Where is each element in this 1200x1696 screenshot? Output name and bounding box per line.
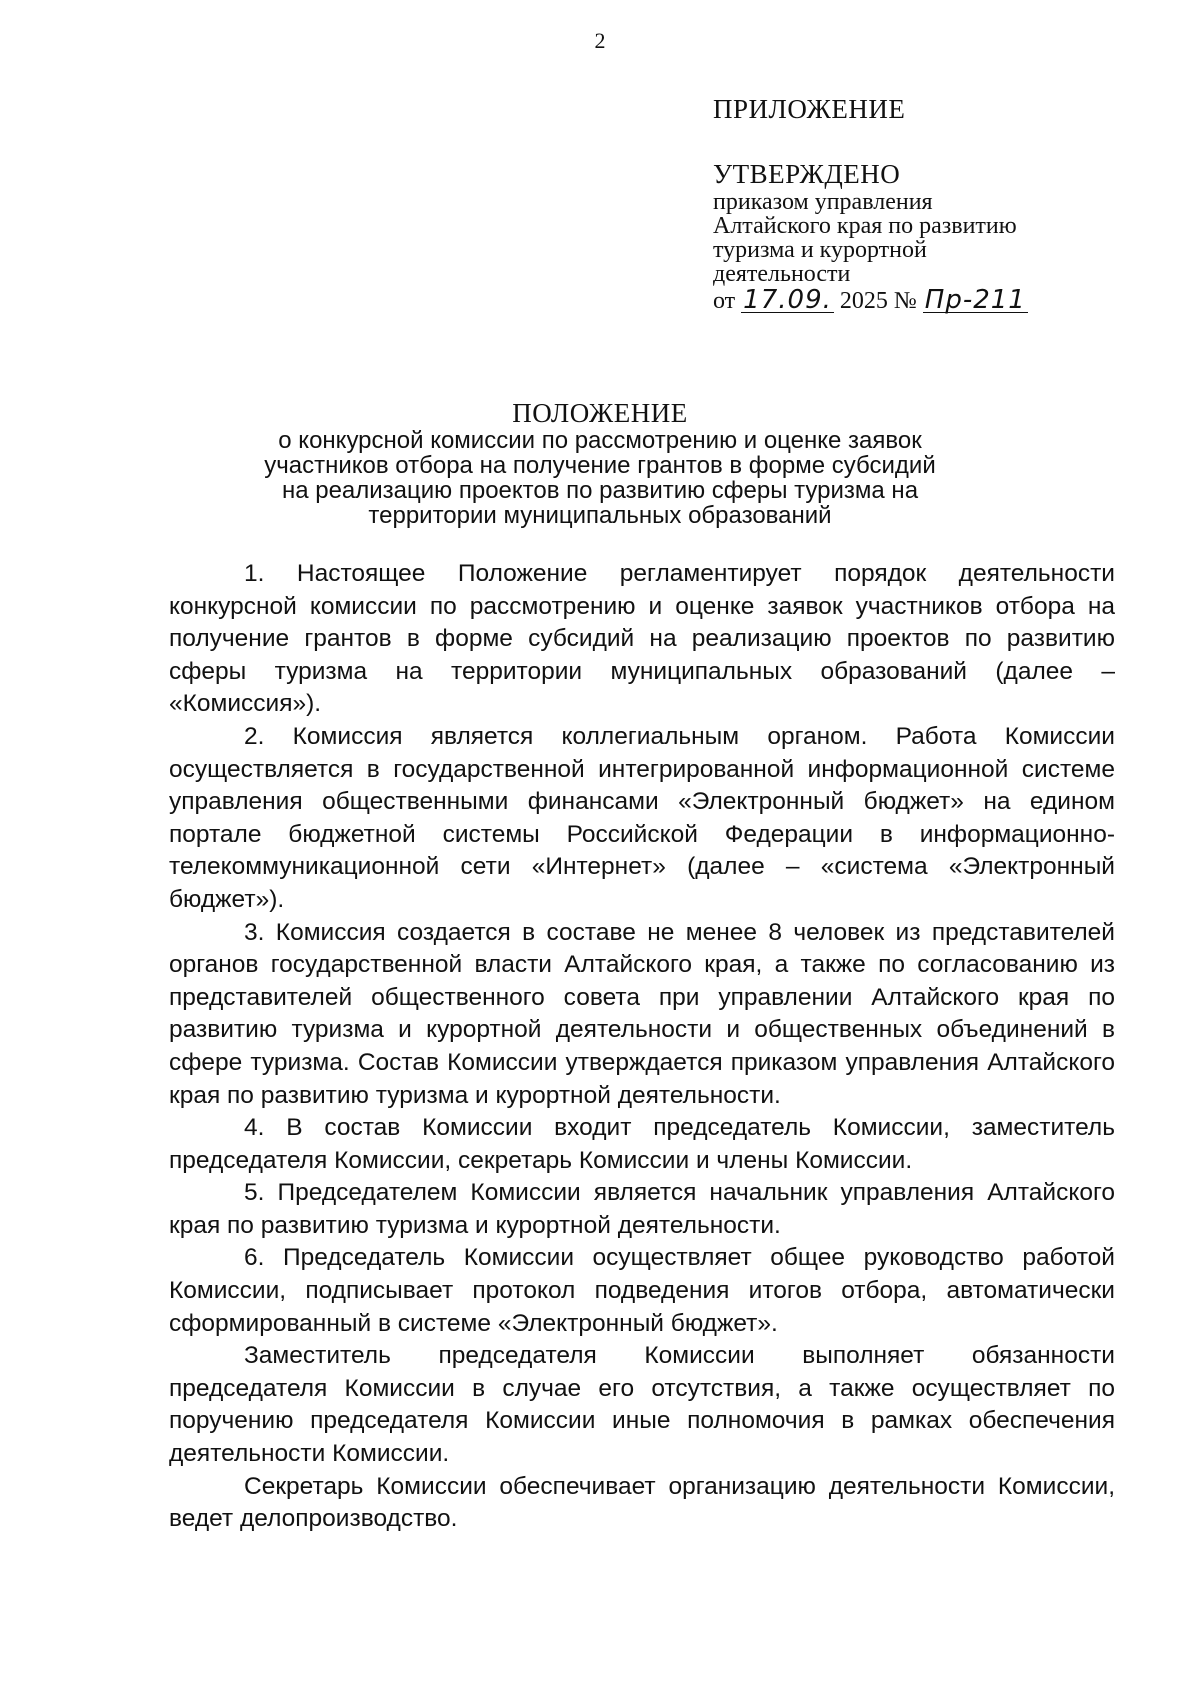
approved-line: Алтайского края по развитию <box>713 213 1017 239</box>
paragraph-deputy-chair: Заместитель председателя Комиссии выполняет обязанности председателя Комиссии в случае его отсутствия, а также осуществляет по поручению председателя Комиссии иные полномочия в рамках обеспечения деятельности Комиссии. <box>169 1342 1115 1468</box>
document-heading <box>0 398 1200 528</box>
document-subtitle-line: о конкурсной комиссии по рассмотрению и оценке заявок <box>278 427 922 454</box>
handwritten-order-number: Пр-211 <box>924 285 1026 315</box>
date-prefix: от <box>713 288 736 314</box>
paragraph-6: 6. Председатель Комиссии осуществляет общее руководство работой Комиссии, подписывает протокол подведения итогов отбора, автоматически сформированный в системе «Электронный бюджет». <box>169 1244 1115 1337</box>
approved-line: туризма и курортной <box>713 237 927 263</box>
paragraph-secretary: Секретарь Комиссии обеспечивает организацию деятельности Комиссии, ведет делопроизводство. <box>169 1472 1115 1533</box>
document-title: ПОЛОЖЕНИЕ <box>512 398 688 428</box>
document-subtitle-line: территории муниципальных образований <box>368 502 832 529</box>
appendix-title: ПРИЛОЖЕНИЕ <box>713 94 906 124</box>
handwritten-date: 17.09. <box>743 285 832 315</box>
document-subtitle-line: на реализацию проектов по развитию сферы туризма на <box>281 477 919 504</box>
paragraph-4: 4. В состав Комиссии входит председатель Комиссии, заместитель председателя Комиссии, секретарь Комиссии и члены Комиссии. <box>169 1114 1115 1174</box>
paragraph-3: 3. Комиссия создается в составе не менее 8 человек из представителей органов государственной власти Алтайского края, а также по согласованию из представителей общественного совета при управлении Алтайского края по развитию туризма и курортной деятельности и общественных объединений в сфере туризма. Состав Комиссии утверждается приказом управления Алтайского края по развитию туризма и курортной деятельности. <box>169 918 1115 1109</box>
year-text: 2025 № <box>839 288 917 314</box>
approved-line: приказом управления <box>713 189 933 215</box>
appendix-block <box>713 92 1133 316</box>
page-number: 2 <box>594 28 606 53</box>
document-body <box>169 558 1115 1536</box>
paragraph-5: 5. Председателем Комиссии является начальник управления Алтайского края по развитию туризма и курортной деятельности. <box>169 1179 1115 1239</box>
paragraph-2: 2. Комиссия является коллегиальным органом. Работа Комиссии осуществляется в государственной интегрированной информационной системе управления общественными финансами «Электронный бюджет» на едином портале бюджетной системы Российской Федерации в информационно-телекоммуникационной сети «Интернет» (далее – «система «Электронный бюджет»). <box>169 722 1115 913</box>
order-date-line <box>713 286 1133 316</box>
paragraph-1: 1. Настоящее Положение регламентирует порядок деятельности конкурсной комиссии по рассмотрению и оценке заявок участников отбора на получение грантов в форме субсидий на реализацию проектов по развитию сферы туризма на территории муниципальных образований (далее – «Комиссия»). <box>169 560 1115 718</box>
approved-title: УТВЕРЖДЕНО <box>713 159 901 189</box>
document-subtitle-line: участников отбора на получение грантов в форме субсидий <box>264 452 936 479</box>
approved-line: деятельности <box>713 261 851 287</box>
